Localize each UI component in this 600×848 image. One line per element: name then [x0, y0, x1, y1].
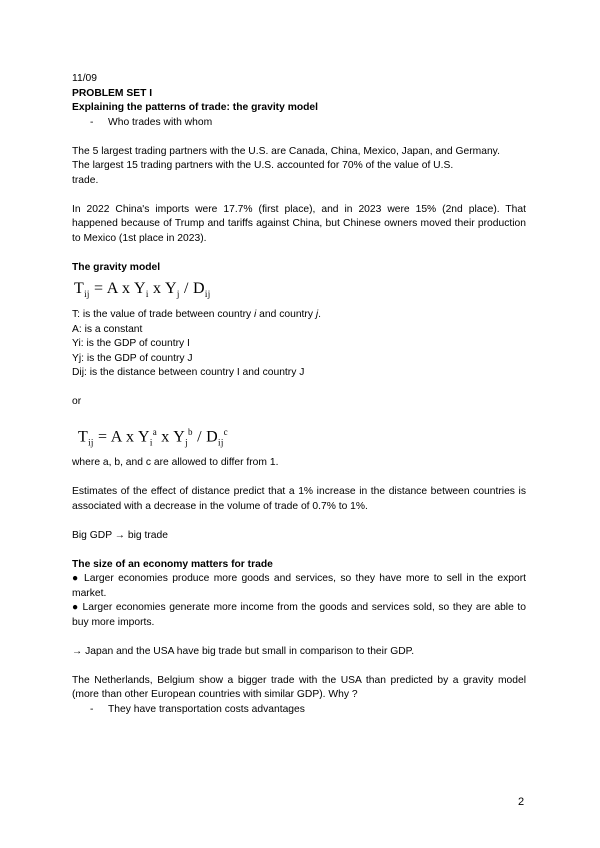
- gravity-model-heading: The gravity model: [72, 261, 161, 273]
- paragraph-netherlands: The Netherlands, Belgium show a bigger trade with the USA than predicted by a gravity model (more than other European countries with similar GDP). Why ?: [72, 674, 526, 701]
- definition-t: T: is the value of trade between country i and country j.: [72, 309, 322, 321]
- japan-note: → Japan and the USA have big trade but small in comparison to their GDP.: [72, 645, 415, 657]
- dash-item-transport: - They have transportation costs advantages: [90, 703, 305, 715]
- big-gdp-note: Big GDP → big trade: [72, 529, 168, 541]
- definition-dij: Dij: is the distance between country I and country J: [72, 367, 305, 379]
- paragraph-china-imports: In 2022 China's imports were 17.7% (first place), and in 2023 were 15% (2nd place). That happened because of Trump and tariffs against China, but Chinese owners moved their production to Mexico (1st place in 2023).: [72, 203, 526, 244]
- gravity-formula: $T_{ij} = A$ x $Y_i$ x $Y_j / D_{ij}$: [74, 280, 211, 300]
- section-subtitle: Explaining the patterns of trade: the gravity model: [72, 102, 319, 113]
- size-economy-heading: The size of an economy matters for trade: [72, 558, 273, 570]
- definition-a: A: is a constant: [72, 323, 143, 335]
- document-page: [72, 72, 526, 717]
- page-number: 2: [518, 796, 525, 808]
- dash-item-who-trades: - Who trades with whom: [90, 116, 213, 128]
- dash-item-text: Who trades with whom: [108, 116, 213, 128]
- bullet-produce-more: ● Larger economies produce more goods and services, so they have more to sell in the export market.: [72, 573, 526, 599]
- paragraph-largest-15-line1: The largest 15 trading partners with the U.S. accounted for 70% of the value of U.S.: [72, 160, 454, 171]
- definition-yi: Yi: is the GDP of country I: [72, 338, 190, 350]
- bullet-income: ● Larger economies generate more income from the goods and services sold, so they are able to buy more imports.: [72, 602, 526, 628]
- definition-yj: Yj: is the GDP of country J: [72, 352, 193, 364]
- problem-set-title: PROBLEM SET I: [72, 87, 153, 99]
- dash-item-text: They have transportation costs advantages: [108, 703, 305, 715]
- gravity-formula-exponents: $T_{ij} = A$ x $Y_i^a$ x $Y_j^b / D_{ij}^c$: [78, 426, 228, 448]
- or-text: or: [72, 396, 82, 408]
- paragraph-largest-15-line2: trade.: [72, 174, 99, 186]
- paragraph-largest-partners: The 5 largest trading partners with the U.S. are Canada, China, Mexico, Japan, and Germany.: [72, 145, 500, 157]
- where-text: where a, b, and c are allowed to differ from 1.: [72, 457, 279, 469]
- date: 11/09: [72, 73, 98, 84]
- paragraph-distance-estimates: Estimates of the effect of distance predict that a 1% increase in the distance between countries is associated with a decrease in the volume of trade of 0.7% to 1%.: [72, 486, 526, 512]
